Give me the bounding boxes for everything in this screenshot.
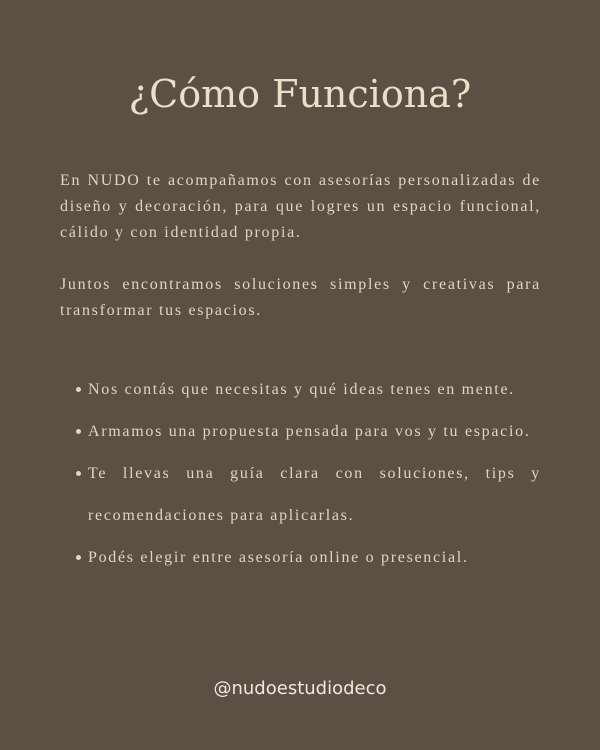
list-item-text: Te llevas una guía clara con soluciones, tips y recomendaciones para aplicarlas. xyxy=(88,465,541,524)
list-item xyxy=(60,453,541,537)
page-title: ¿Cómo Funciona? xyxy=(128,72,472,116)
intro-paragraph: En NUDO te acompañamos con asesorías personalizadas de diseño y decoración, para que logres un espacio funcional, cálido y con identidad propia. xyxy=(60,172,541,241)
list-item-text: Podés elegir entre asesoría online o presencial. xyxy=(88,549,469,566)
list-item-text: Nos contás que necesitas y qué ideas tenes en mente. xyxy=(88,381,515,398)
list-item xyxy=(60,411,541,453)
steps-list xyxy=(60,369,541,579)
list-item xyxy=(60,537,541,579)
bullet-icon xyxy=(76,471,81,476)
bullet-icon xyxy=(76,387,81,392)
list-item xyxy=(60,369,541,411)
list-item-text: Armamos una propuesta pensada para vos y tu espacio. xyxy=(88,423,531,440)
bullet-icon xyxy=(76,555,81,560)
bullet-icon xyxy=(76,429,81,434)
secondary-paragraph: Juntos encontramos soluciones simples y creativas para transformar tus espacios. xyxy=(60,276,541,319)
social-handle: @nudoestudiodeco xyxy=(213,678,387,699)
